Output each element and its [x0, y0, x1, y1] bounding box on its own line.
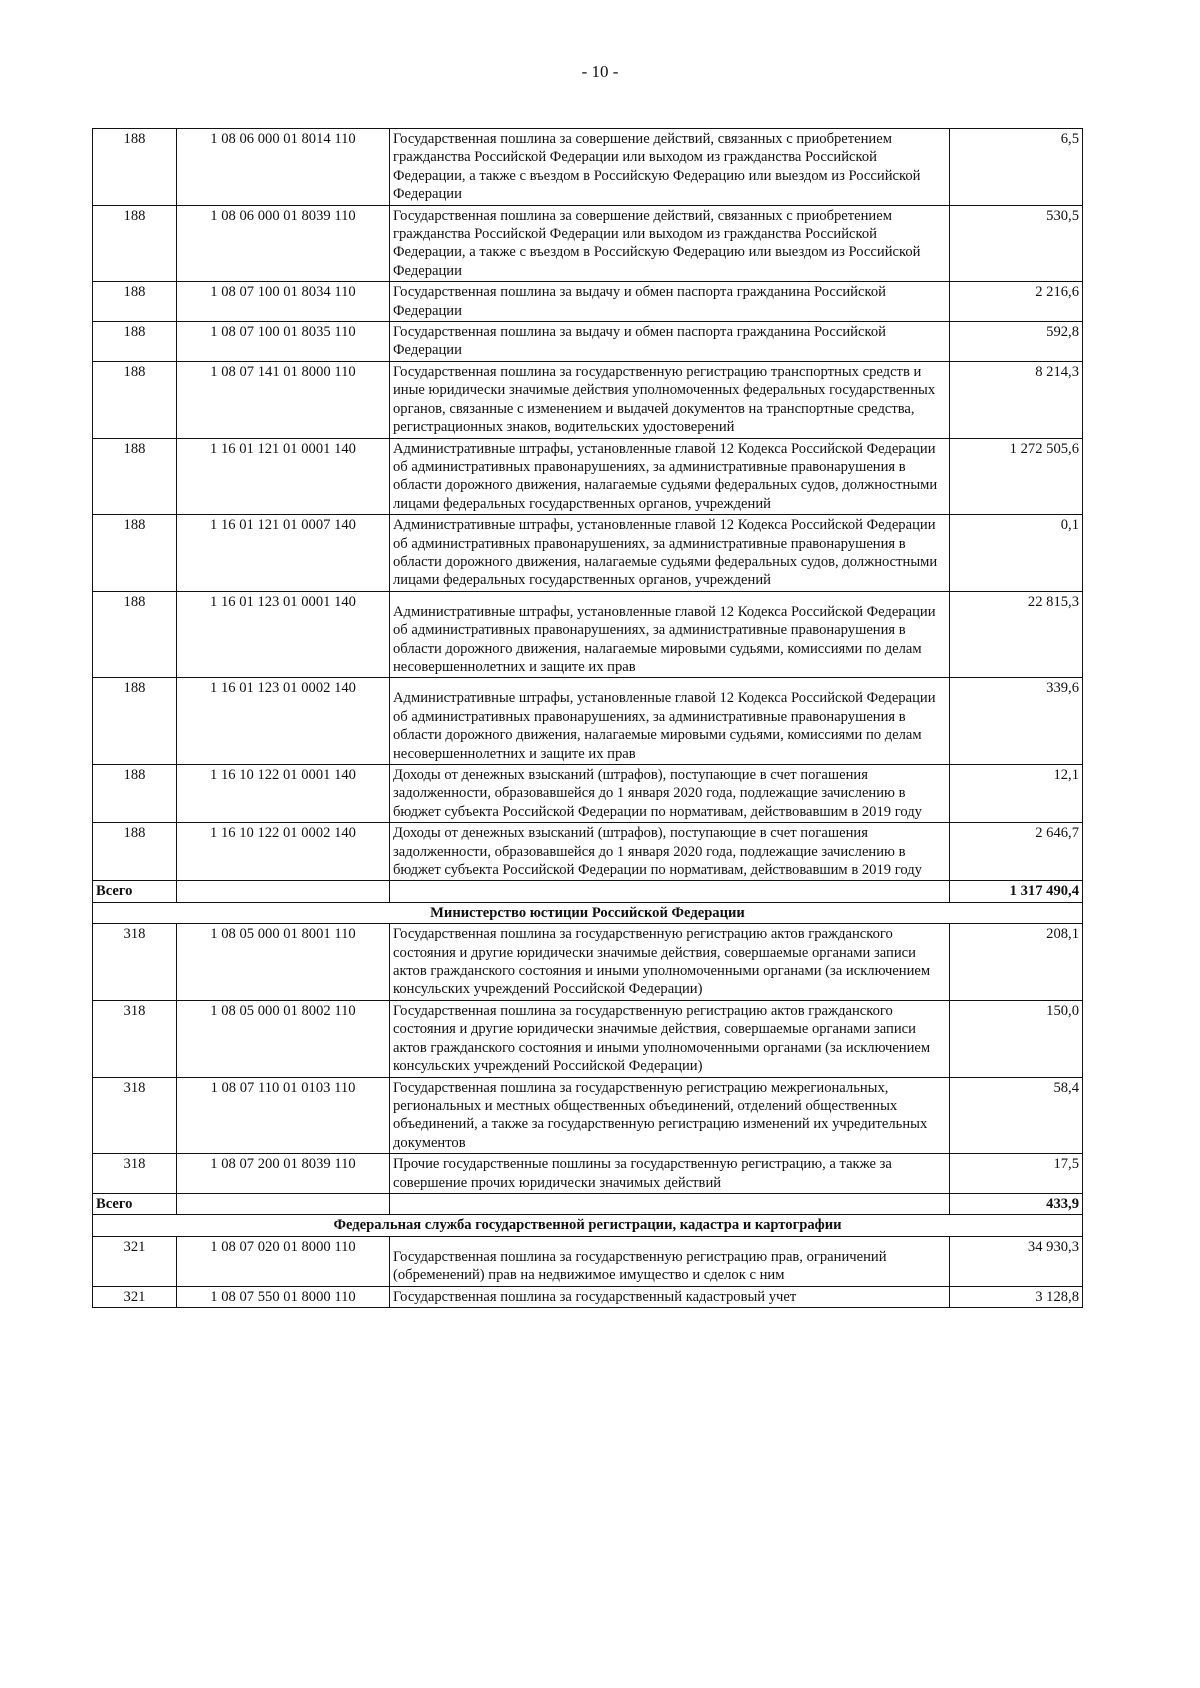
- revenue-name-cell: Административные штрафы, установленные главой 12 Кодекса Российской Федерации об административных правонарушениях, за административные правонарушения в области дорожного движения, налагаемые судьями федеральных судов, должностными лицами федеральных государственных органов, учреждений: [390, 438, 950, 515]
- admin-code-cell: 321: [93, 1286, 177, 1307]
- table-row: [93, 205, 1083, 282]
- amount-cell: 17,5: [950, 1154, 1083, 1194]
- revenue-name-cell: Государственная пошлина за совершение действий, связанных с приобретением гражданства Российской Федерации или выходом из гражданства Российской Федерации, а также с въездом в Российскую Федерацию или выездом из Российской Федерации: [390, 129, 950, 206]
- amount-cell: 34 930,3: [950, 1236, 1083, 1286]
- revenue-name-cell: Государственная пошлина за совершение действий, связанных с приобретением гражданства Российской Федерации или выходом из гражданства Российской Федерации, а также с въездом в Российскую Федерацию или выездом из Российской Федерации: [390, 205, 950, 282]
- amount-cell: 150,0: [950, 1000, 1083, 1077]
- table-row: [93, 515, 1083, 592]
- budget-code-cell: 1 08 07 100 01 8034 110: [177, 282, 390, 322]
- budget-code-cell: 1 08 05 000 01 8001 110: [177, 924, 390, 1001]
- section-header-row: [93, 1215, 1083, 1236]
- revenue-name-cell: Государственная пошлина за выдачу и обмен паспорта гражданина Российской Федерации: [390, 282, 950, 322]
- total-label: Всего: [93, 1193, 177, 1214]
- admin-code-cell: 318: [93, 1000, 177, 1077]
- budget-code-cell: 1 16 01 123 01 0001 140: [177, 591, 390, 678]
- table-row: [93, 361, 1083, 438]
- total-label: Всего: [93, 881, 177, 902]
- revenue-name-cell: Государственная пошлина за выдачу и обмен паспорта гражданина Российской Федерации: [390, 322, 950, 362]
- revenue-name-cell: Административные штрафы, установленные главой 12 Кодекса Российской Федерации об административных правонарушениях, за административные правонарушения в области дорожного движения, налагаемые мировыми судьями, комиссиями по делам несовершеннолетних и защите их прав: [390, 678, 950, 765]
- revenue-name-cell: Государственная пошлина за государственную регистрацию прав, ограничений (обременений) прав на недвижимое имущество и сделок с ним: [390, 1236, 950, 1286]
- table-row: [93, 924, 1083, 1001]
- revenue-name-cell: Государственная пошлина за государственный кадастровый учет: [390, 1286, 950, 1307]
- revenue-name-cell: Государственная пошлина за государственную регистрацию межрегиональных, региональных и местных общественных объединений, отделений общественных объединений, а также за государственную регистрацию изменений их учредительных документов: [390, 1077, 950, 1154]
- revenue-table-body: [93, 129, 1083, 1308]
- admin-code-cell: 188: [93, 765, 177, 823]
- admin-code-cell: 188: [93, 205, 177, 282]
- section-title: Федеральная служба государственной регистрации, кадастра и картографии: [93, 1215, 1083, 1236]
- budget-code-cell: 1 16 10 122 01 0002 140: [177, 823, 390, 881]
- table-row: [93, 1154, 1083, 1194]
- amount-cell: 6,5: [950, 129, 1083, 206]
- amount-cell: 3 128,8: [950, 1286, 1083, 1307]
- budget-code-cell: 1 08 07 100 01 8035 110: [177, 322, 390, 362]
- table-row: [93, 129, 1083, 206]
- table-row: [93, 1077, 1083, 1154]
- table-row: [93, 1236, 1083, 1286]
- total-row: [93, 881, 1083, 902]
- page-number: - 10 -: [581, 62, 619, 81]
- table-row: [93, 282, 1083, 322]
- budget-code-cell: 1 08 06 000 01 8039 110: [177, 205, 390, 282]
- admin-code-cell: 188: [93, 438, 177, 515]
- revenue-name-cell: Государственная пошлина за государственную регистрацию актов гражданского состояния и другие юридически значимые действия, совершаемые органами записи актов гражданского состояния и иными уполномоченными органами (за исключением консульских учреждений Российской Федерации): [390, 924, 950, 1001]
- admin-code-cell: 188: [93, 129, 177, 206]
- table-row: [93, 438, 1083, 515]
- empty-cell: [177, 881, 390, 902]
- amount-cell: 8 214,3: [950, 361, 1083, 438]
- amount-cell: 0,1: [950, 515, 1083, 592]
- budget-code-cell: 1 16 01 123 01 0002 140: [177, 678, 390, 765]
- empty-cell: [177, 1193, 390, 1214]
- empty-cell: [390, 881, 950, 902]
- revenue-name-cell: Государственная пошлина за государственную регистрацию актов гражданского состояния и другие юридически значимые действия, совершаемые органами записи актов гражданского состояния и иными уполномоченными органами (за исключением консульских учреждений Российской Федерации): [390, 1000, 950, 1077]
- amount-cell: 2 646,7: [950, 823, 1083, 881]
- table-row: [93, 823, 1083, 881]
- budget-code-cell: 1 08 07 020 01 8000 110: [177, 1236, 390, 1286]
- table-row: [93, 591, 1083, 678]
- admin-code-cell: 188: [93, 823, 177, 881]
- total-amount: 1 317 490,4: [950, 881, 1083, 902]
- admin-code-cell: 321: [93, 1236, 177, 1286]
- budget-code-cell: 1 16 01 121 01 0001 140: [177, 438, 390, 515]
- table-row: [93, 1000, 1083, 1077]
- admin-code-cell: 188: [93, 678, 177, 765]
- table-row: [93, 1286, 1083, 1307]
- admin-code-cell: 188: [93, 322, 177, 362]
- empty-cell: [390, 1193, 950, 1214]
- revenue-name-cell: Доходы от денежных взысканий (штрафов), поступающие в счет погашения задолженности, образовавшейся до 1 января 2020 года, подлежащие зачислению в бюджет субъекта Российской Федерации по нормативам, действовавшим в 2019 году: [390, 765, 950, 823]
- revenue-name-cell: Административные штрафы, установленные главой 12 Кодекса Российской Федерации об административных правонарушениях, за административные правонарушения в области дорожного движения, налагаемые судьями федеральных судов, должностными лицами федеральных государственных органов, учреждений: [390, 515, 950, 592]
- budget-code-cell: 1 08 07 200 01 8039 110: [177, 1154, 390, 1194]
- budget-code-cell: 1 16 01 121 01 0007 140: [177, 515, 390, 592]
- revenue-name-cell: Административные штрафы, установленные главой 12 Кодекса Российской Федерации об административных правонарушениях, за административные правонарушения в области дорожного движения, налагаемые мировыми судьями, комиссиями по делам несовершеннолетних и защите их прав: [390, 591, 950, 678]
- amount-cell: 2 216,6: [950, 282, 1083, 322]
- admin-code-cell: 188: [93, 361, 177, 438]
- section-title: Министерство юстиции Российской Федерации: [93, 902, 1083, 923]
- amount-cell: 530,5: [950, 205, 1083, 282]
- budget-code-cell: 1 08 07 550 01 8000 110: [177, 1286, 390, 1307]
- admin-code-cell: 318: [93, 924, 177, 1001]
- amount-cell: 208,1: [950, 924, 1083, 1001]
- admin-code-cell: 188: [93, 515, 177, 592]
- revenue-table: [92, 128, 1083, 1308]
- table-row: [93, 678, 1083, 765]
- admin-code-cell: 318: [93, 1154, 177, 1194]
- amount-cell: 1 272 505,6: [950, 438, 1083, 515]
- budget-code-cell: 1 08 07 141 01 8000 110: [177, 361, 390, 438]
- admin-code-cell: 318: [93, 1077, 177, 1154]
- budget-code-cell: 1 08 06 000 01 8014 110: [177, 129, 390, 206]
- admin-code-cell: 188: [93, 591, 177, 678]
- amount-cell: 592,8: [950, 322, 1083, 362]
- revenue-name-cell: Доходы от денежных взысканий (штрафов), поступающие в счет погашения задолженности, образовавшейся до 1 января 2020 года, подлежащие зачислению в бюджет субъекта Российской Федерации по нормативам, действовавшим в 2019 году: [390, 823, 950, 881]
- amount-cell: 58,4: [950, 1077, 1083, 1154]
- admin-code-cell: 188: [93, 282, 177, 322]
- revenue-name-cell: Государственная пошлина за государственную регистрацию транспортных средств и иные юридически значимые действия уполномоченных федеральных государственных органов, связанные с изменением и выдачей документов на транспортные средства, регистрационных знаков, водительских удостоверений: [390, 361, 950, 438]
- amount-cell: 339,6: [950, 678, 1083, 765]
- table-row: [93, 765, 1083, 823]
- section-header-row: [93, 902, 1083, 923]
- budget-code-cell: 1 16 10 122 01 0001 140: [177, 765, 390, 823]
- amount-cell: 12,1: [950, 765, 1083, 823]
- table-row: [93, 322, 1083, 362]
- total-amount: 433,9: [950, 1193, 1083, 1214]
- total-row: [93, 1193, 1083, 1214]
- amount-cell: 22 815,3: [950, 591, 1083, 678]
- revenue-name-cell: Прочие государственные пошлины за государственную регистрацию, а также за совершение прочих юридически значимых действий: [390, 1154, 950, 1194]
- budget-code-cell: 1 08 05 000 01 8002 110: [177, 1000, 390, 1077]
- budget-code-cell: 1 08 07 110 01 0103 110: [177, 1077, 390, 1154]
